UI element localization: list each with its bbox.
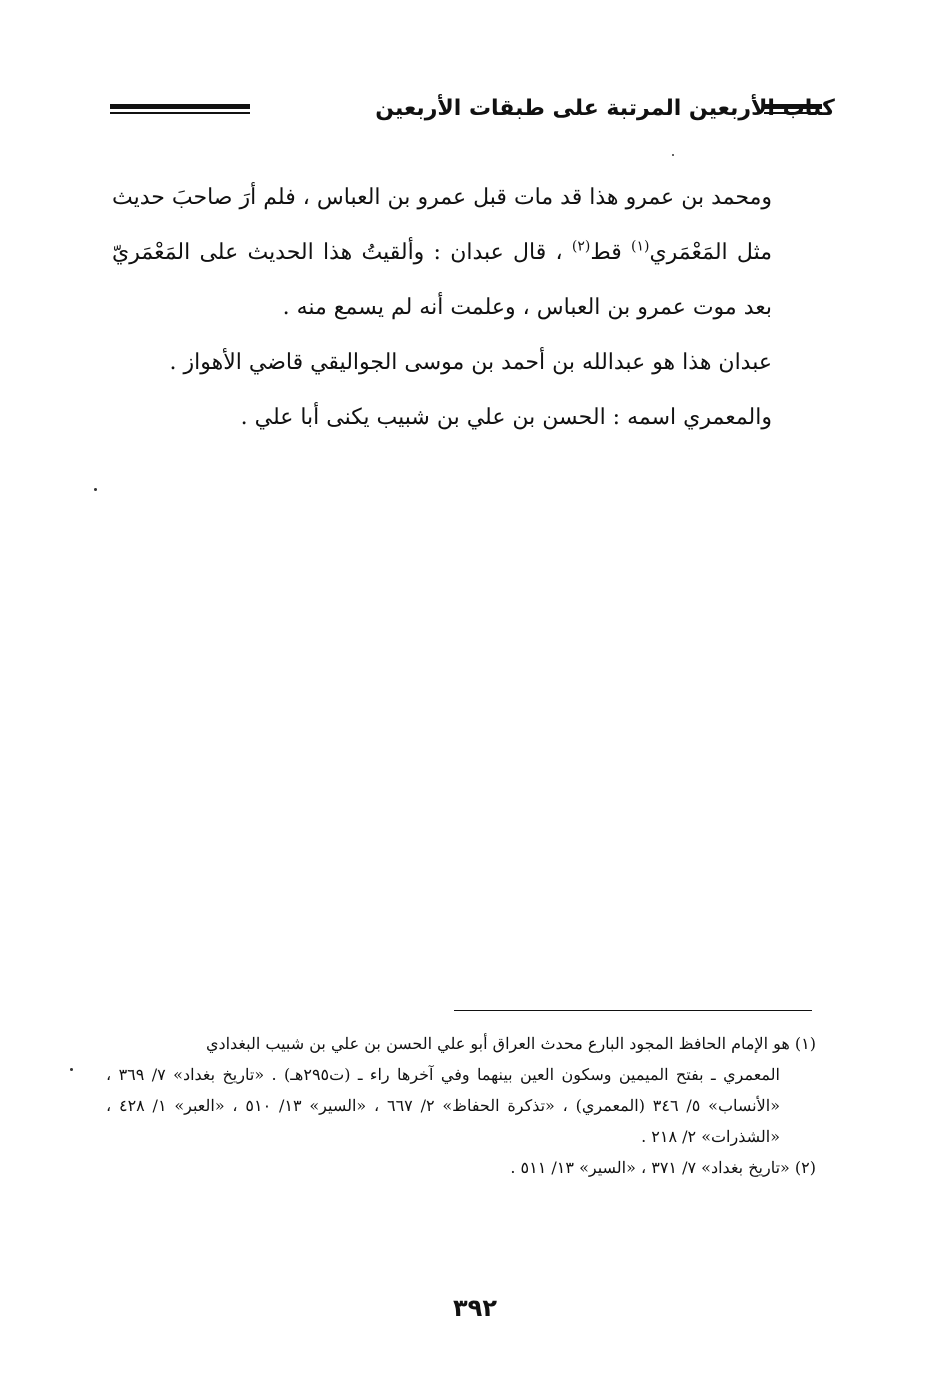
page-number: ٣٩٢ (453, 1294, 497, 1322)
footnote-1-continuation: المعمري ـ بفتح الميمين وسكون العين بينهما وفي آخرها راء ـ (ت٢٩٥هـ) . «تاريخ بغداد» ٧/ ٣٦٩ ، «الأنساب» ٥/ ٣٤٦ (المعمري) ، «تذكرة الحفاظ» ٢/ ٦٦٧ ، «السير» ١٣/ ٥١٠ ، «العبر» ١/ ٤٢٨ ، «الشذرات» ٢/ ٢١٨ . (106, 1065, 780, 1146)
paragraph-1-text-c: ، قال عبدان : وألقيتُ هذا الحديث على المَعْمَريّ بعد موت عمرو بن العباس ، وعلمت أنه لم يسمع منه . (112, 240, 772, 320)
footnote-2: (٢) «تاريخ بغداد» ٧/ ٣٧١ ، «السير» ١٣/ ٥١١ . (510, 1158, 816, 1177)
header-rule-right (764, 104, 822, 114)
paragraph-3: والمعمري اسمه : الحسن بن علي بن شبيب يكنى أبا علي . (240, 405, 772, 430)
footnote-ref-1[interactable]: (١) (630, 238, 650, 255)
footnote-separator (454, 1010, 812, 1011)
header-title: كتاب الأربعين المرتبة على طبقات الأربعين (375, 96, 835, 121)
footnote-1-line-1: (١) هو الإمام الحافظ المجود البارع محدث العراق أبو علي الحسن بن علي بن شبيب البغدادي (205, 1034, 816, 1053)
scan-speck (70, 1068, 73, 1071)
footnote-1 (106, 1028, 816, 1152)
main-text (112, 170, 820, 445)
paragraph-2: عبدان هذا هو عبدالله بن أحمد بن موسى الجواليقي قاضي الأهواز . (169, 350, 772, 375)
footnotes (106, 1028, 816, 1183)
footnote-ref-2[interactable]: (٢) (571, 238, 591, 255)
scan-speck (94, 488, 97, 491)
paragraph-1-text-a: ومحمد بن عمرو هذا قد مات قبل عمرو بن العباس ، فلم أرَ صاحبَ حديث مثل المَعْمَري (112, 185, 772, 265)
running-header (100, 92, 835, 132)
header-rule-left (110, 104, 250, 114)
paragraph-1-text-b: قط (590, 240, 631, 265)
paragraph-1 (112, 170, 820, 335)
scan-speck (672, 154, 674, 156)
